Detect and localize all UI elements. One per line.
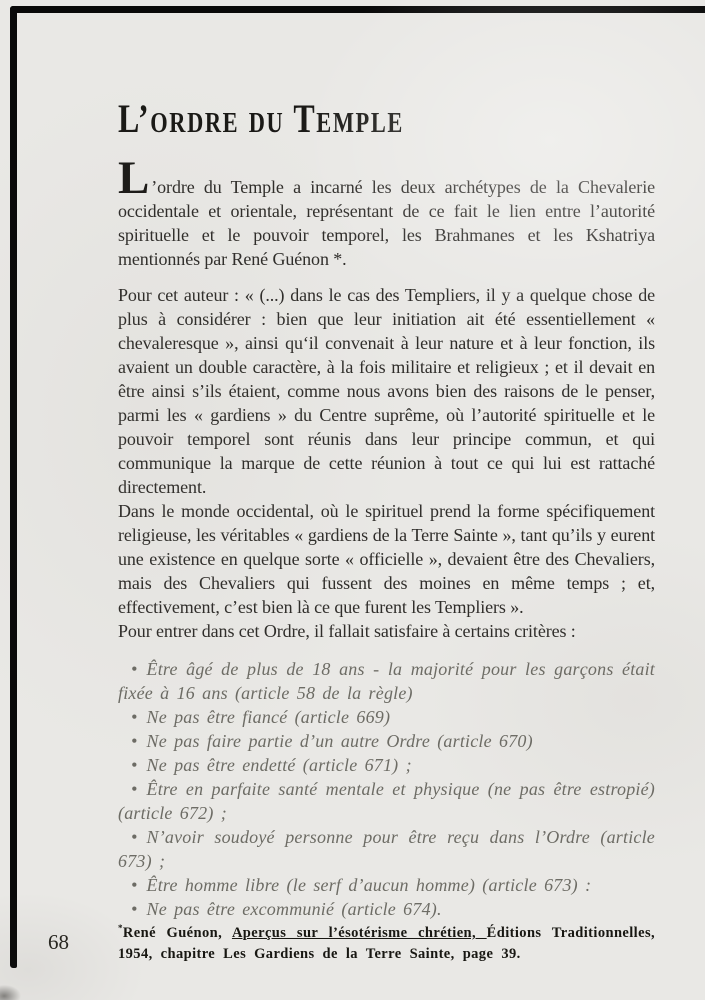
footnote [118, 923, 655, 965]
criteria-item [118, 729, 655, 753]
footnote-asterisk: * [118, 923, 123, 934]
bullet-icon: • [131, 875, 138, 895]
footnote-book-title: Aperçus sur l’ésotérisme chrétien, [231, 925, 487, 941]
lead-paragraph-text: ’ordre du Temple a incarné les deux archétypes de la Chevalerie occidentale et orientale, représentant de ce fait le lien entre l’autorité spirituelle et le pouvoir temporel, les Brahmanes et les Kshatriya mentionnés par René Guénon *. [118, 177, 655, 269]
criteria-item-text: Ne pas faire partie d’un autre Ordre (article 670) [146, 731, 533, 751]
body-paragraph: Pour cet auteur : « (...) dans le cas des Templiers, il y a quelque chose de plus à considérer : bien que leur initiation ait été essentiellement « chevaleresque », ainsi qu‘il convenait à leur nature et à leur fonction, ils avaient un double caractère, à la fois militaire et religieux ; et il devait en être ainsi s’ils étaient, comme nous avons bien des raisons de le penser, parmi les « gardiens » du Centre suprême, où l’autorité spirituelle et le pouvoir temporel sont réunis dans leur principe commun, et qui communique la marque de cette réunion à tout ce qui lui est rattaché directement. [118, 285, 655, 497]
body-paragraph: Pour entrer dans cet Ordre, il fallait satisfaire à certains critères : [118, 621, 576, 641]
criteria-item [118, 897, 655, 921]
body-text-block [118, 152, 655, 643]
lead-paragraph [118, 152, 655, 271]
page-number: 68 [48, 930, 69, 954]
criteria-item-text: Être en parfaite santé mentale et physique (ne pas être estropié) (article 672) ; [118, 779, 655, 823]
bullet-icon: • [131, 779, 138, 799]
criteria-item-text: Ne pas être fiancé (article 669) [146, 707, 391, 727]
bullet-icon: • [131, 827, 138, 847]
decorative-frame-top [10, 6, 705, 13]
criteria-item-text: N’avoir soudoyé personne pour être reçu dans l’Ordre (article 673) ; [118, 827, 655, 871]
body-paragraph: Dans le monde occidental, où le spirituel prend la forme spécifiquement religieuse, les véritables « gardiens de la Terre Sainte », tant qu’ils y eurent une existence en quelque sorte « officielle », devaient être des Chevaliers, mais des Chevaliers qui fussent des moines en même temps ; et, effectivement, c’est bien là ce que furent les Templiers ». [118, 501, 655, 617]
decorative-frame-left [10, 6, 17, 968]
criteria-item [118, 825, 655, 873]
criteria-list [118, 657, 655, 921]
bullet-icon: • [131, 755, 138, 775]
criteria-item [118, 657, 655, 705]
bullet-icon: • [131, 659, 138, 679]
bullet-icon: • [131, 899, 138, 919]
criteria-item-text: Être homme libre (le serf d’aucun homme) (article 673) : [146, 875, 592, 895]
raised-initial-cap: L [118, 152, 150, 204]
criteria-item [118, 873, 655, 897]
criteria-item-text: Ne pas être endetté (article 671) ; [146, 755, 412, 775]
criteria-item [118, 705, 655, 729]
bullet-icon: • [131, 707, 138, 727]
chapter-title: L’ordre du Temple [118, 96, 404, 141]
criteria-item-text: Ne pas être excommunié (article 674). [146, 899, 442, 919]
page-content [118, 97, 655, 980]
criteria-item [118, 777, 655, 825]
criteria-item [118, 753, 655, 777]
footnote-reference: Éditions Traditionnelles, 1954, chapitre Les Gardiens de la Terre Sainte, page 39. [118, 925, 656, 962]
bullet-icon: • [131, 731, 138, 751]
criteria-item-text: Être âgé de plus de 18 ans - la majorité pour les garçons était fixée à 16 ans (article 58 de la règle) [118, 659, 655, 703]
footnote-author: René Guénon, [122, 925, 232, 941]
